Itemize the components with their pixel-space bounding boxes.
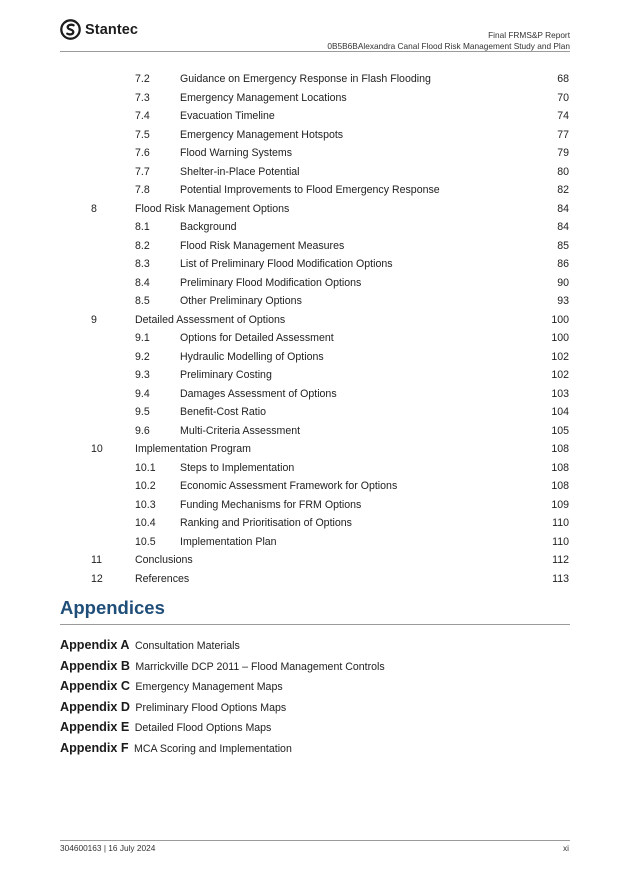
appendix-label: Appendix B (60, 658, 130, 673)
toc-entry-page: 80 (557, 165, 569, 178)
toc-entry-number: 8.4 (135, 276, 150, 289)
toc-entry-number: 9 (91, 313, 97, 326)
appendices-list (60, 636, 385, 760)
toc-entry[interactable] (0, 515, 628, 534)
appendix-title: Preliminary Flood Options Maps (135, 701, 287, 714)
table-of-contents (0, 71, 628, 589)
appendix-entry[interactable] (60, 677, 385, 698)
appendix-title: Consultation Materials (134, 640, 240, 652)
appendix-title: Emergency Management Maps (135, 681, 283, 694)
appendix-entry[interactable] (60, 739, 385, 760)
toc-entry-title: Flood Risk Management Options (135, 202, 290, 215)
toc-entry-title: Emergency Management Hotspots (180, 128, 344, 141)
toc-entry[interactable] (0, 164, 628, 183)
toc-entry-title: Benefit-Cost Ratio (180, 406, 266, 418)
toc-entry[interactable] (0, 219, 628, 238)
toc-entry-number: 12 (91, 572, 103, 585)
toc-entry[interactable] (0, 404, 628, 423)
appendix-label: Appendix D (60, 699, 130, 714)
toc-entry-title: Conclusions (135, 554, 193, 566)
stantec-logo (60, 19, 138, 40)
toc-entry-page: 108 (551, 480, 569, 492)
toc-entry-page: 108 (551, 443, 569, 455)
logo-text: Stantec (85, 21, 139, 38)
toc-entry-page: 113 (552, 572, 569, 585)
toc-entry[interactable] (0, 201, 628, 220)
toc-entry-title: References (135, 572, 190, 585)
toc-entry[interactable] (0, 441, 628, 460)
toc-entry[interactable] (0, 275, 628, 294)
toc-entry-number: 7.4 (135, 110, 150, 122)
toc-entry-number: 7.7 (135, 165, 150, 178)
toc-entry-title: Shelter-in-Place Potential (180, 165, 300, 178)
toc-entry-page: 110 (552, 517, 569, 529)
toc-entry-number: 7.5 (135, 128, 150, 141)
toc-entry-title: Preliminary Flood Modification Options (180, 276, 362, 289)
toc-entry-page: 79 (557, 147, 569, 159)
header-divider (60, 51, 570, 52)
toc-entry-page: 82 (557, 184, 569, 196)
toc-entry-number: 7.6 (135, 147, 150, 159)
toc-entry-page: 86 (557, 258, 569, 270)
toc-entry-number: 10.5 (135, 535, 156, 548)
toc-entry-number: 8.2 (135, 239, 150, 252)
toc-entry-title: Multi-Criteria Assessment (180, 424, 301, 437)
toc-entry-title: Potential Improvements to Flood Emergency Response (180, 184, 440, 196)
toc-entry-number: 9.2 (135, 350, 150, 363)
toc-entry[interactable] (0, 182, 628, 201)
toc-entry-title: Flood Warning Systems (180, 147, 293, 159)
toc-entry[interactable] (0, 90, 628, 109)
toc-entry-title: Ranking and Prioritisation of Options (180, 517, 352, 529)
report-header (327, 30, 570, 52)
toc-entry-title: Implementation Program (135, 443, 251, 455)
toc-entry-page: 105 (551, 424, 569, 437)
toc-entry-title: Other Preliminary Options (180, 295, 302, 307)
appendix-title: MCA Scoring and Implementation (134, 742, 292, 755)
appendix-label: Appendix F (60, 740, 129, 755)
toc-entry[interactable] (0, 238, 628, 257)
toc-entry-title: Evacuation Timeline (180, 110, 275, 122)
toc-entry-number: 11 (91, 554, 102, 566)
toc-entry-number: 10.4 (135, 517, 156, 529)
toc-entry-number: 9.3 (135, 369, 150, 381)
toc-entry-title: List of Preliminary Flood Modification Options (180, 258, 393, 270)
appendix-label: Appendix A (60, 638, 130, 652)
toc-entry-number: 8 (91, 202, 97, 215)
appendix-title: Detailed Flood Options Maps (134, 722, 272, 735)
toc-entry-number: 7.2 (135, 73, 150, 85)
toc-entry-page: 70 (557, 91, 569, 104)
toc-entry-number: 8.3 (135, 258, 150, 270)
toc-entry[interactable] (0, 145, 628, 164)
toc-entry-page: 103 (551, 387, 569, 400)
toc-entry-title: Guidance on Emergency Response in Flash Flooding (180, 73, 431, 85)
appendix-label: Appendix E (60, 720, 130, 735)
report-title: Final FRMS&P Report (488, 30, 570, 40)
toc-entry-page: 68 (557, 73, 569, 85)
toc-entry[interactable] (0, 256, 628, 275)
toc-entry-page: 109 (551, 498, 569, 511)
toc-entry[interactable] (0, 386, 628, 405)
toc-entry-title: Economic Assessment Framework for Options (180, 480, 398, 492)
toc-entry[interactable] (0, 460, 628, 479)
toc-entry-number: 10.1 (135, 461, 156, 474)
toc-entry-page: 84 (557, 202, 569, 215)
toc-entry[interactable] (0, 423, 628, 442)
footer-divider (60, 840, 570, 841)
toc-entry-page: 77 (557, 128, 569, 141)
toc-entry-title: Background (180, 221, 237, 233)
toc-entry-number: 8.1 (135, 221, 150, 233)
report-subtitle: 0B5B6BAlexandra Canal Flood Risk Management Study and Plan (327, 41, 570, 51)
toc-entry-title: Hydraulic Modelling of Options (180, 350, 324, 363)
appendices-heading: Appendices (60, 597, 165, 618)
appendix-label: Appendix C (60, 679, 130, 694)
toc-entry-page: 100 (551, 313, 569, 326)
footer-page-number: xi (563, 843, 569, 853)
stantec-logo-icon (60, 19, 81, 40)
toc-entry-number: 9.1 (135, 332, 150, 344)
toc-entry-number: 9.5 (135, 406, 150, 418)
toc-entry-title: Emergency Management Locations (180, 91, 347, 104)
toc-entry-page: 108 (551, 461, 569, 474)
toc-entry-page: 110 (552, 535, 569, 548)
toc-entry[interactable] (0, 293, 628, 312)
toc-entry-number: 10.2 (135, 480, 156, 492)
toc-entry-number: 10.3 (135, 498, 156, 511)
toc-entry-title: Flood Risk Management Measures (180, 239, 345, 252)
toc-entry-number: 7.3 (135, 91, 150, 104)
toc-entry-number: 9.4 (135, 387, 150, 400)
toc-entry[interactable] (0, 71, 628, 90)
toc-entry-title: Implementation Plan (180, 535, 277, 548)
toc-entry-title: Options for Detailed Assessment (180, 332, 334, 344)
appendix-title: Marrickville DCP 2011 – Flood Management Controls (135, 660, 385, 673)
toc-entry[interactable] (0, 108, 628, 127)
toc-entry[interactable] (0, 312, 628, 331)
toc-entry-title: Detailed Assessment of Options (135, 313, 286, 326)
appendix-entry[interactable] (60, 657, 385, 678)
toc-entry[interactable] (0, 478, 628, 497)
toc-entry-page: 93 (557, 295, 569, 307)
toc-entry[interactable] (0, 330, 628, 349)
toc-entry-number: 9.6 (135, 424, 150, 437)
toc-entry-page: 112 (552, 554, 569, 566)
toc-entry-page: 104 (551, 406, 569, 418)
toc-entry[interactable] (0, 534, 628, 553)
appendix-entry[interactable] (60, 698, 385, 719)
toc-entry-page: 102 (551, 350, 569, 363)
toc-entry[interactable] (0, 349, 628, 368)
footer-doc-ref: 304600163 | 16 July 2024 (60, 843, 156, 853)
toc-entry-number: 8.5 (135, 295, 150, 307)
toc-entry-page: 100 (551, 332, 569, 344)
toc-entry-page: 102 (551, 369, 569, 381)
toc-entry-number: 7.8 (135, 184, 150, 196)
toc-entry-title: Funding Mechanisms for FRM Options (180, 498, 362, 511)
toc-entry[interactable] (0, 127, 628, 146)
toc-entry-page: 85 (557, 239, 569, 252)
appendix-entry[interactable] (60, 718, 385, 739)
toc-entry-title: Steps to Implementation (180, 461, 295, 474)
toc-entry[interactable] (0, 552, 628, 571)
toc-entry-number: 10 (91, 443, 103, 455)
toc-entry[interactable] (0, 571, 628, 590)
toc-entry[interactable] (0, 367, 628, 386)
toc-entry-title: Preliminary Costing (180, 369, 272, 381)
appendix-entry[interactable] (60, 636, 385, 657)
toc-entry-page: 90 (557, 276, 569, 289)
toc-entry-page: 74 (557, 110, 569, 122)
appendices-divider (60, 624, 570, 625)
toc-entry-title: Damages Assessment of Options (180, 387, 337, 400)
toc-entry[interactable] (0, 497, 628, 516)
toc-entry-page: 84 (557, 221, 569, 233)
